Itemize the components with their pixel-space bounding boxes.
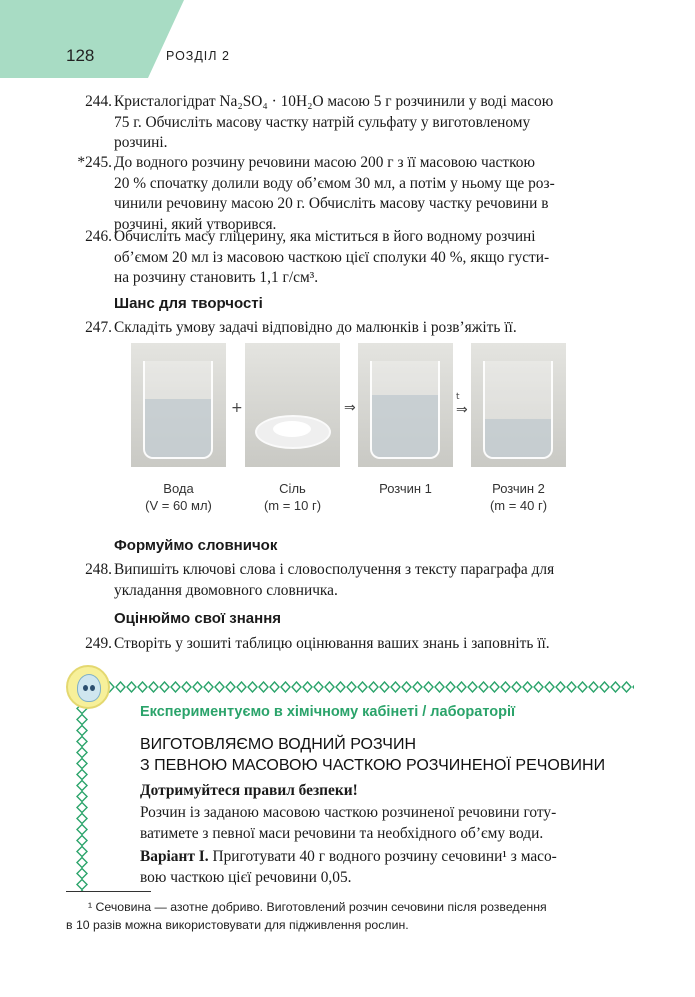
task-number: *245. [77,154,112,171]
section-label: РОЗДІЛ 2 [166,49,230,63]
lab-title [140,734,605,776]
safety-heading: Дотримуйтеся правил безпеки! [140,782,358,799]
caption-solution-2 [471,480,566,514]
photo-water-beaker [131,343,226,467]
task-line: чинили речовину масою 20 г. Обчисліть масову частку речовини в [114,195,549,213]
task-number: 244. [85,93,112,110]
caption-name: Сіль [279,481,306,496]
task-line: Створіть у зошиті таблицю оцінювання ваших знань і заповніть її. [114,635,550,652]
lab-line: ватимете з певної маси речовини та необхідного об’єму води. [140,825,544,842]
task-number: 249. [85,635,112,652]
task-number: 248. [85,561,112,578]
task-247 [66,318,632,339]
task-line: Випишіть ключові слова і словосполучення з тексту параграфа для [114,561,555,578]
task-line: Кристалогідрат Na₂SO₄ · 10H₂O масою 5 г розчинили у воді масою [114,93,554,110]
task-line: на розчину становить 1,1 г/см³. [114,269,319,287]
caption-value: (V = 60 мл) [145,498,212,513]
task-line: До водного розчину речовини масою 200 г з її масовою часткою [114,154,535,171]
caption-solution-1 [358,480,453,497]
caption-value: (m = 10 г) [263,498,322,513]
arrow-operator: ⇒ [344,400,356,416]
footnote-rule [66,891,151,892]
task-245 [66,153,632,235]
mascot-icon [66,665,110,709]
task-line: Обчисліть масу гліцерину, яка міститься в його водному розчині [114,228,536,245]
caption-value: (m = 40 г) [489,498,548,513]
lab-title-line: ВИГОТОВЛЯЄМО ВОДНИЙ РОЗЧИН [140,736,417,753]
beaker-image [483,361,553,459]
salt-image [273,421,311,437]
caption-name: Розчин 1 [379,481,432,496]
variant-paragraph [140,846,632,888]
lab-title-line: З ПЕВНОЮ МАСОВОЮ ЧАСТКОЮ РОЗЧИНЕНОЇ РЕЧОВИНИ [140,757,606,774]
heading-creative: Шанс для творчості [114,295,263,312]
lab-paragraph [140,802,632,844]
lab-line: Розчин із заданою масовою часткою розчиненої речовини готу- [140,804,557,821]
header-green-band [0,0,148,78]
caption-name: Розчин 2 [492,481,545,496]
page-number: 128 [66,46,95,65]
variant-label: Варіант І. [140,848,209,865]
task-line: розчині. [114,134,168,152]
task-249 [66,634,632,655]
variant-line: вою часткою цієї речовини 0,05. [140,869,352,886]
plus-operator: + [231,400,243,416]
photo-solution-1 [358,343,453,467]
footnote-line: ¹ Сечовина — азотне добриво. Виготовлений розчин сечовини після розведення [88,900,547,914]
caption-water [131,480,226,514]
task-248 [66,560,632,601]
caption-salt [245,480,340,514]
lab-subtitle: Експериментуємо в хімічному кабінеті / лабораторії [140,704,516,720]
task-line: об’ємом 20 мл із масовою часткою цієї сполуки 40 %, якщо густи- [114,248,550,266]
task-line: розчині, який утворився. [114,215,277,233]
variant-line: Приготувати 40 г водного розчину сечовини¹ з масо- [212,848,557,865]
footnote-line: в 10 разів можна використовувати для підживлення рослин. [66,918,409,932]
diamond-border-left [76,692,88,892]
task-line: 75 г. Обчисліть масову частку натрій сульфату у виготовленому [114,113,531,131]
photo-salt-dish [245,343,340,467]
photo-solution-2 [471,343,566,467]
beaker-image [143,361,213,459]
header-green-band-slant [148,0,184,78]
diamond-border-top [104,681,634,693]
task-line: 20 % спочатку долили воду об’ємом 30 мл, а потім у ньому ще роз- [114,174,555,192]
arrow-operator: ⇒ [456,402,468,418]
task-246 [66,227,632,289]
heat-label: t [456,392,460,402]
beaker-image [370,361,440,459]
caption-name: Вода [163,481,194,496]
task-number: 247. [85,319,112,336]
task-line: укладання двомовного словничка. [114,581,338,599]
task-number: 246. [85,228,112,245]
footnote [66,898,632,934]
heading-dictionary: Формуймо словничок [114,537,278,554]
task-line: Складіть умову задачі відповідно до малюнків і розв’яжіть її. [114,319,517,336]
task-244 [66,92,632,154]
heading-assess: Оцінюймо свої знання [114,610,282,627]
